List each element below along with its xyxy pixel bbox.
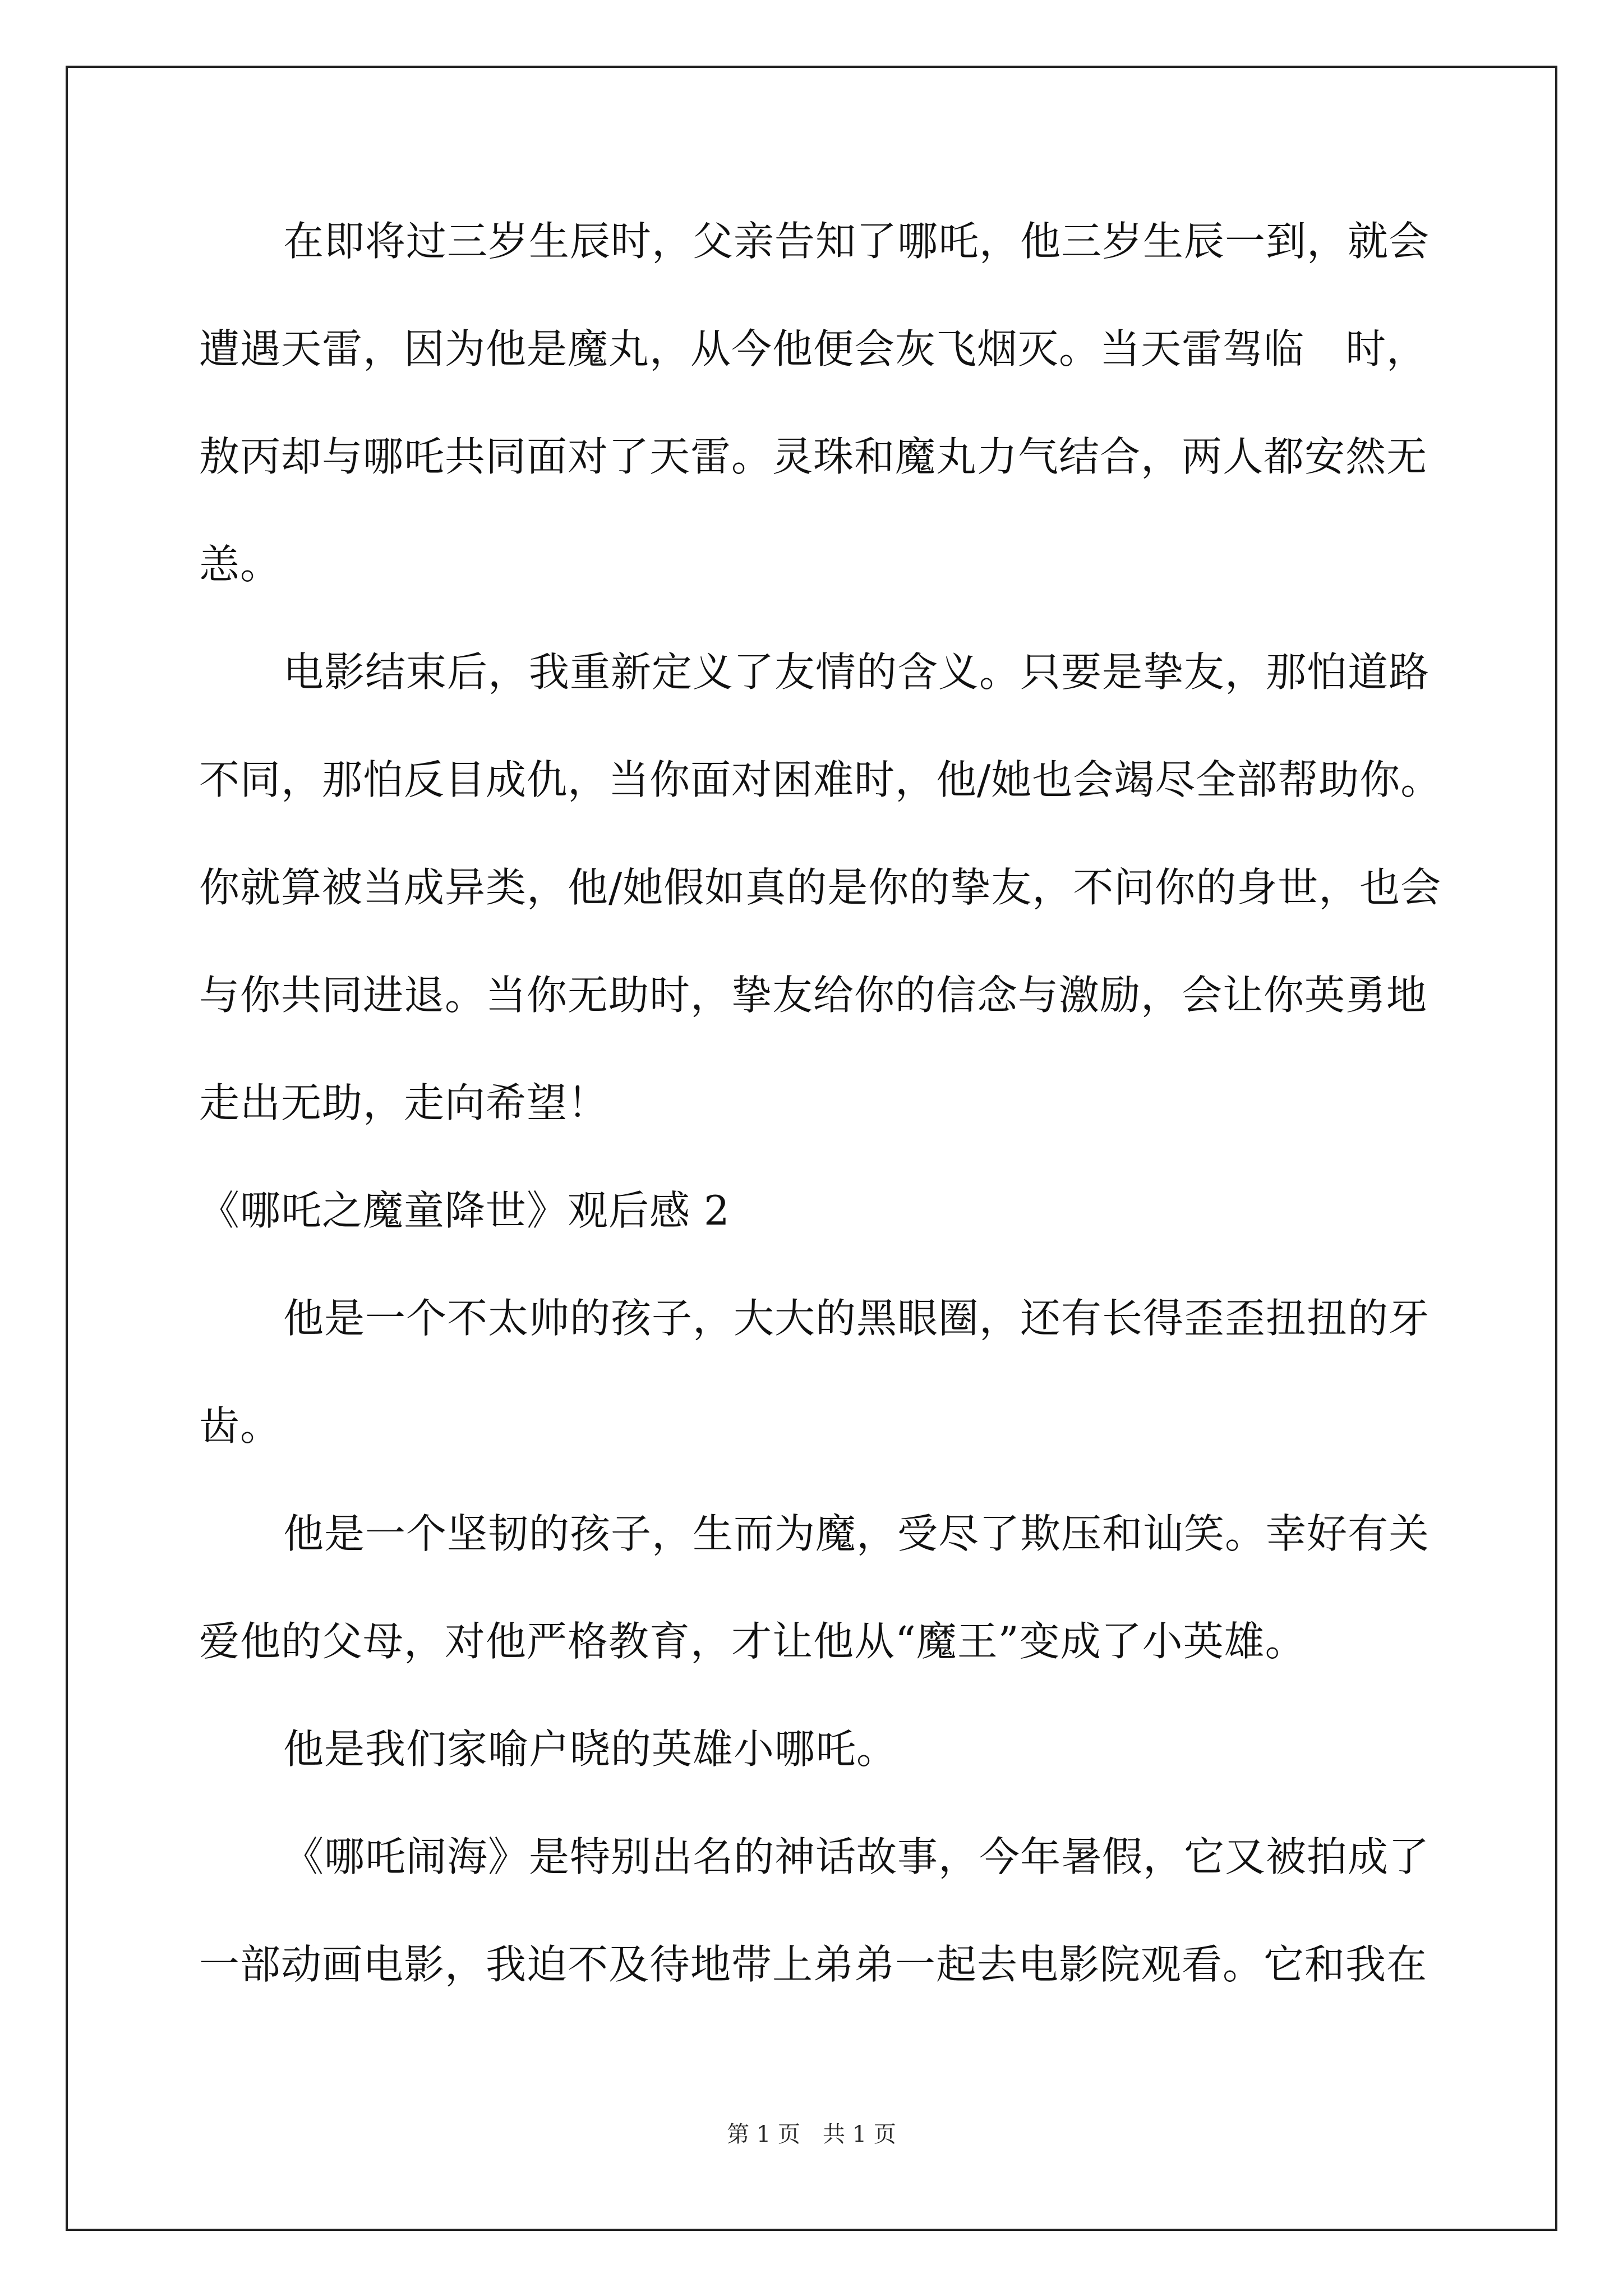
- text-line-9: 走出无助，走向希望！: [199, 1079, 609, 1126]
- text-line-1: 在即将过三岁生辰时，父亲告知了哪吒，他三岁生辰一到，就会: [283, 218, 1430, 265]
- text-line-8: 与你共同进退。当你无助时，挚友给你的信念与激励，会让你英勇地: [199, 972, 1428, 1019]
- text-line-13: 他是一个坚韧的孩子，生而为魔，受尽了欺压和讪笑。幸好有关: [283, 1510, 1430, 1557]
- section-heading: 《哪吒之魔童降世》观后感 2: [199, 1187, 730, 1234]
- text-line-2: 遭遇天雷，因为他是魔丸，从今他便会灰飞烟灭。当天雷驾临 时，: [199, 325, 1428, 372]
- text-line-17: 一部动画电影，我迫不及待地带上弟弟一起去电影院观看。它和我在: [199, 1941, 1428, 1988]
- text-line-16: 《哪吒闹海》是特别出名的神话故事，今年暑假，它又被拍成了: [283, 1833, 1430, 1880]
- text-line-4: 恙。: [199, 541, 282, 588]
- text-line-11: 他是一个不太帅的孩子，大大的黑眼圈，还有长得歪歪扭扭的牙: [283, 1295, 1430, 1342]
- text-line-15: 他是我们家喻户晓的英雄小哪吒。: [283, 1726, 898, 1773]
- text-line-7: 你就算被当成异类，他/她假如真的是你的挚友，不问你的身世，也会: [199, 864, 1442, 911]
- text-line-5: 电影结束后，我重新定义了友情的含义。只要是挚友，那怕道路: [283, 648, 1430, 696]
- document-body: [199, 213, 1442, 2044]
- text-line-6: 不同，那怕反目成仇，当你面对困难时，他/她也会竭尽全部帮助你。: [199, 756, 1442, 803]
- page-number-footer: 第 1 页 共 1 页: [727, 2122, 896, 2147]
- text-line-12: 齿。: [199, 1402, 282, 1450]
- text-line-3: 敖丙却与哪吒共同面对了天雷。灵珠和魔丸力气结合，两人都安然无: [199, 433, 1428, 480]
- text-line-14: 爱他的父母，对他严格教育，才让他从“魔王”变成了小英雄。: [199, 1618, 1306, 1665]
